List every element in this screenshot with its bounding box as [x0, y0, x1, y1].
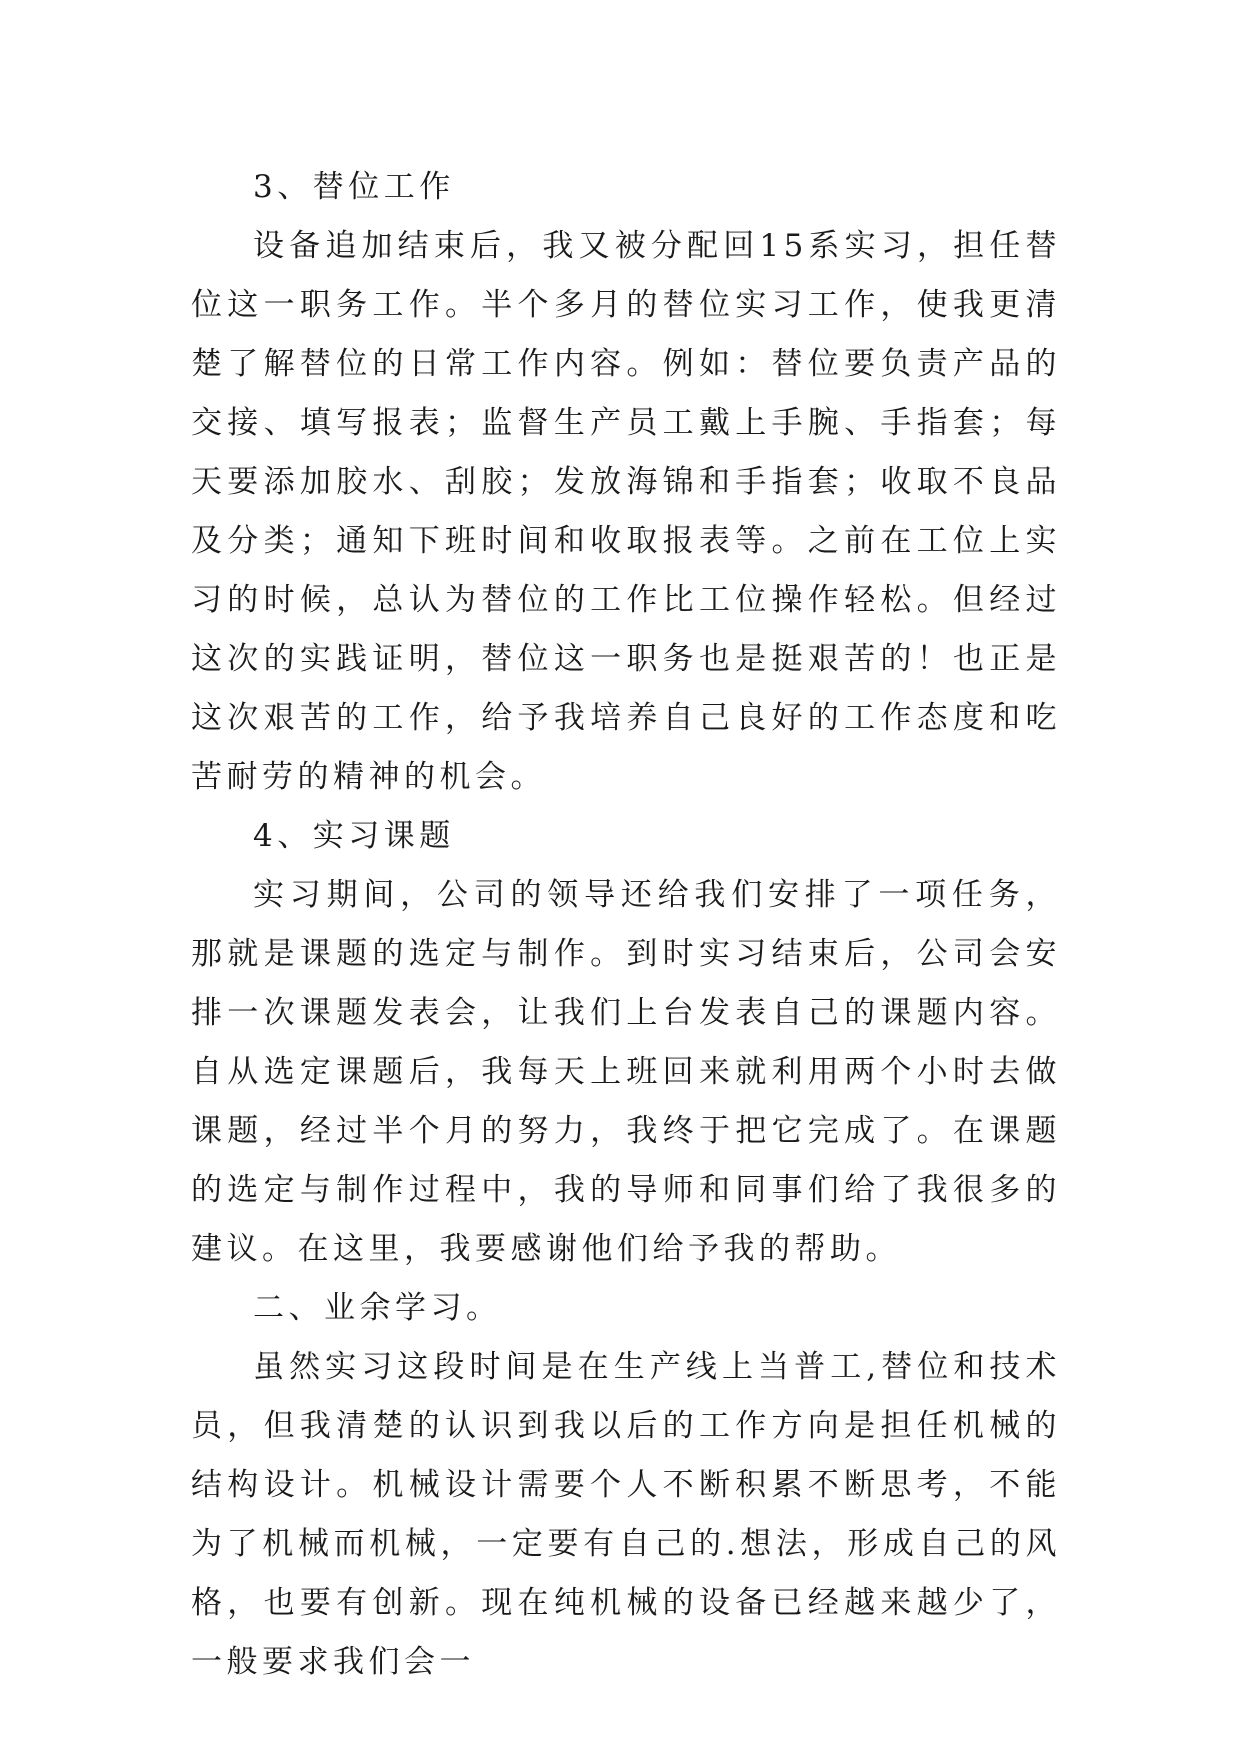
section-heading: 4、实习课题	[253, 818, 455, 854]
document-body	[191, 158, 1061, 1692]
section-paragraph: 设备追加结束后，我又被分配回15系实习，担任替位这一职务工作。半个多月的替位实习工作，使我更清楚了解替位的日常工作内容。例如：替位要负责产品的交接、填写报表；监督生产员工戴上手腕、手指套；每天要添加胶水、刮胶；发放海锦和手指套；收取不良品及分类；通知下班时间和收取报表等。之前在工位上实习的时候，总认为替位的工作比工位操作轻松。但经过这次的实践证明，替位这一职务也是挺艰苦的！也正是这次艰苦的工作，给予我培养自己良好的工作态度和吃苦耐劳的精神的机会。	[191, 228, 1061, 795]
section-paragraph: 虽然实习这段时间是在生产线上当普工,替位和技术员，但我清楚的认识到我以后的工作方向是担任机械的结构设计。机械设计需要个人不断积累不断思考，不能为了机械而机械，一定要有自己的.想法，形成自己的风格，也要有创新。现在纯机械的设备已经越来越少了，一般要求我们会一	[191, 1349, 1061, 1680]
section-heading: 二、业余学习。	[253, 1290, 502, 1326]
section-heading: 3、替位工作	[253, 169, 455, 205]
section-paragraph: 实习期间，公司的领导还给我们安排了一项任务，那就是课题的选定与制作。到时实习结束后，公司会安排一次课题发表会，让我们上台发表自己的课题内容。自从选定课题后，我每天上班回来就利用两个小时去做课题，经过半个月的努力，我终于把它完成了。在课题的选定与制作过程中，我的导师和同事们给了我很多的建议。在这里，我要感谢他们给予我的帮助。	[191, 877, 1061, 1267]
